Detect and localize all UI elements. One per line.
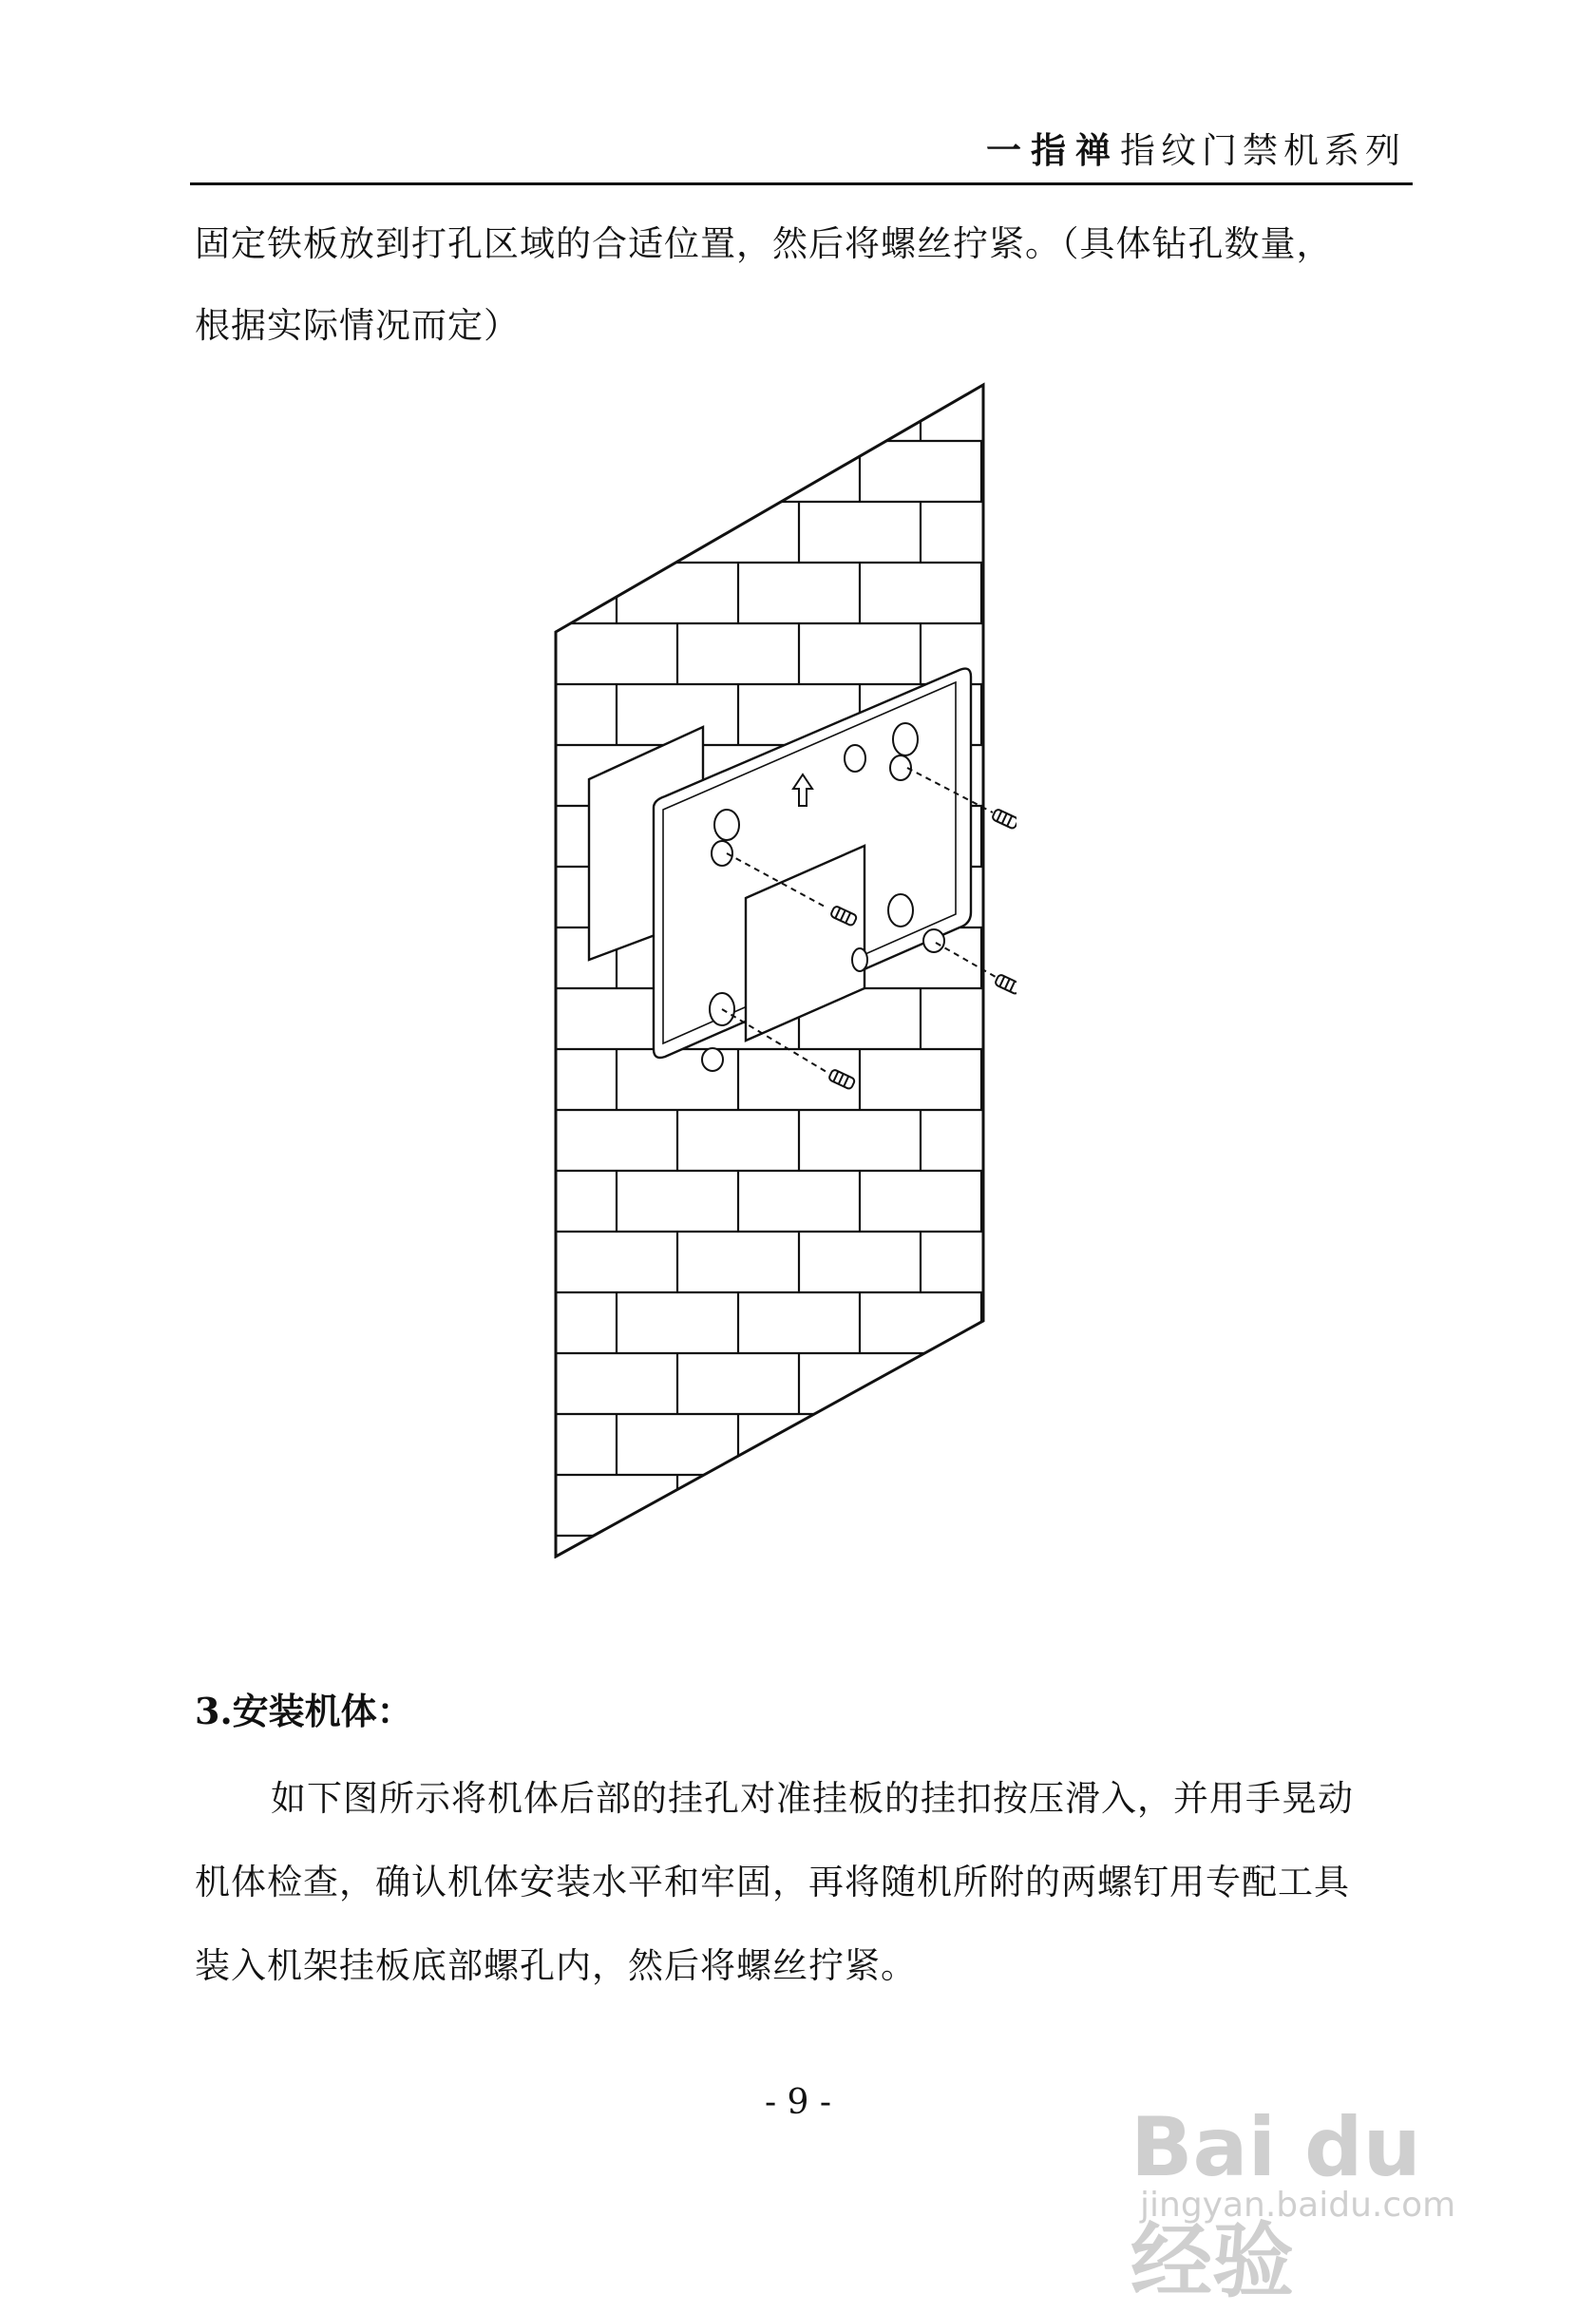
page-number: - 9 - — [764, 2083, 832, 2122]
screw-4-icon — [828, 1069, 856, 1090]
header-brand — [986, 122, 1406, 173]
section-3-line-1: 如下图所示将机体后部的挂孔对准挂板的挂扣按压滑入，并用手晃动 — [271, 1778, 1354, 1819]
watermark-url: jingyan.baidu.com — [1140, 2186, 1456, 2225]
section-3-line-2: 机体检查，确认机体安装水平和牢固，再将随机所附的两螺钉用专配工具 — [195, 1862, 1350, 1902]
section-3-heading: 3.安装机体： — [195, 1690, 413, 1732]
baidu-watermark — [1130, 2062, 1510, 2309]
intro-line-1: 固定铁板放到打孔区域的合适位置，然后将螺丝拧紧。（具体钻孔数量， — [195, 223, 1333, 264]
brand-suffix: 指纹门禁机系列 — [1120, 130, 1406, 171]
wall-mount-diagram — [542, 380, 1016, 1558]
screw-3-icon — [995, 974, 1016, 995]
screw-2-icon — [992, 809, 1016, 830]
brand-prefix: 一指禅 — [986, 130, 1120, 171]
intro-line-2: 根据实际情况而定） — [195, 305, 520, 346]
section-3-line-3: 装入机架挂板底部螺孔内，然后将螺丝拧紧。 — [195, 1945, 917, 1986]
watermark-logo: Bai du 经验 — [1130, 2100, 1421, 2309]
header-divider — [190, 182, 1413, 185]
